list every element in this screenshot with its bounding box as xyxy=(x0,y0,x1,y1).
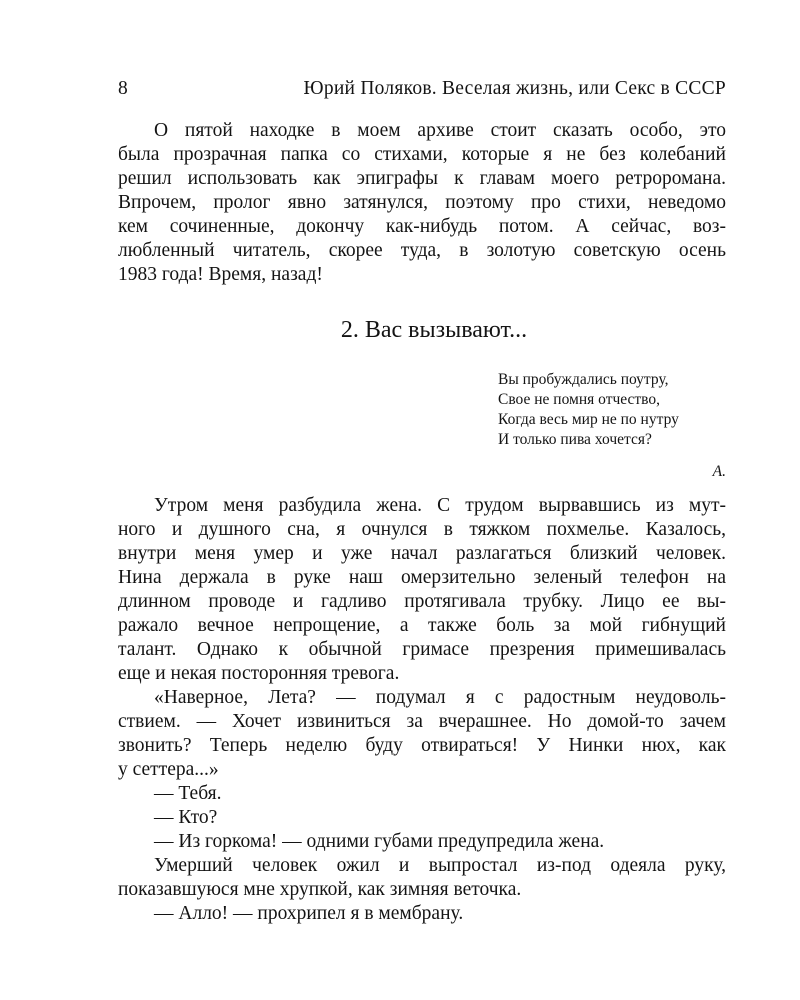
epigraph xyxy=(498,370,726,482)
dialogue-line: — Кто? xyxy=(154,807,218,828)
text-line: ного и душного сна, я очнулся в тяжком похмелье. Казалось, xyxy=(118,519,726,540)
page-number: 8 xyxy=(118,78,128,99)
text-line: ствием. — Хочет извиниться за вчерашнее. Но домой-то зачем xyxy=(118,711,726,732)
book-title: Юрий Поляков. Веселая жизнь, или Секс в СССР xyxy=(303,78,726,99)
text-line: решил использовать как эпиграфы к главам моего ретроромана. xyxy=(118,168,726,189)
text-line: звонить? Теперь неделю буду отвираться! У Нинки нюх, как xyxy=(118,735,726,756)
dialogue-line: — Из горкома! — одними губами предупредила жена. xyxy=(154,831,605,852)
epigraph-author: А. xyxy=(712,463,726,480)
text-line: еще и некая посторонняя тревога. xyxy=(118,663,400,684)
text-line: О пятой находке в моем архиве стоит сказать особо, это xyxy=(154,120,726,141)
text-line: Умерший человек ожил и выпростал из-под одеяла руку, xyxy=(154,855,726,876)
dialogue-line: — Алло! — прохрипел я в мембрану. xyxy=(154,903,464,924)
intro-paragraph xyxy=(118,119,726,287)
text-line: показавшуюся мне хрупкой, как зимняя веточка. xyxy=(118,879,522,900)
epigraph-line: Свое не помня отчество, xyxy=(498,391,661,408)
running-header xyxy=(118,76,726,102)
text-line: длинном проводе и гадливо протягивала трубку. Лицо ее вы- xyxy=(118,591,726,612)
text-line: внутри меня умер и уже начал разлагаться близкий человек. xyxy=(118,543,726,564)
epigraph-line: И только пива хочется? xyxy=(498,431,652,448)
text-line: Утром меня разбудила жена. С трудом вырвавшись из мут- xyxy=(154,495,726,516)
text-line: «Наверное, Лета? — подумал я с радостным неудоволь- xyxy=(154,687,726,708)
text-line: 1983 года! Время, назад! xyxy=(118,264,323,285)
text-line: любленный читатель, скорее туда, в золотую советскую осень xyxy=(118,240,726,261)
text-line: была прозрачная папка со стихами, которые я не без колебаний xyxy=(118,144,726,165)
text-line: талант. Однако к обычной гримасе презрения примешивалась xyxy=(118,639,726,660)
book-page xyxy=(118,0,726,1000)
text-line: у сеттера...» xyxy=(118,759,219,780)
chapter-heading: 2. Вас вызывают... xyxy=(340,317,528,343)
epigraph-line: Когда весь мир не по нутру xyxy=(498,411,679,428)
dialogue-line: — Тебя. xyxy=(154,783,222,804)
epigraph-line: Вы пробуждались поутру, xyxy=(498,371,669,388)
text-line: Впрочем, пролог явно затянулся, поэтому про стихи, неведомо xyxy=(118,192,726,213)
text-line: Нина держала в руке наш омерзительно зеленый телефон на xyxy=(118,567,726,588)
text-line: ражало вечное непрощение, а также боль за мой гибнущий xyxy=(118,615,726,636)
text-line: кем сочиненные, докончу как-нибудь потом. А сейчас, воз- xyxy=(118,216,726,237)
body-text xyxy=(118,494,726,926)
